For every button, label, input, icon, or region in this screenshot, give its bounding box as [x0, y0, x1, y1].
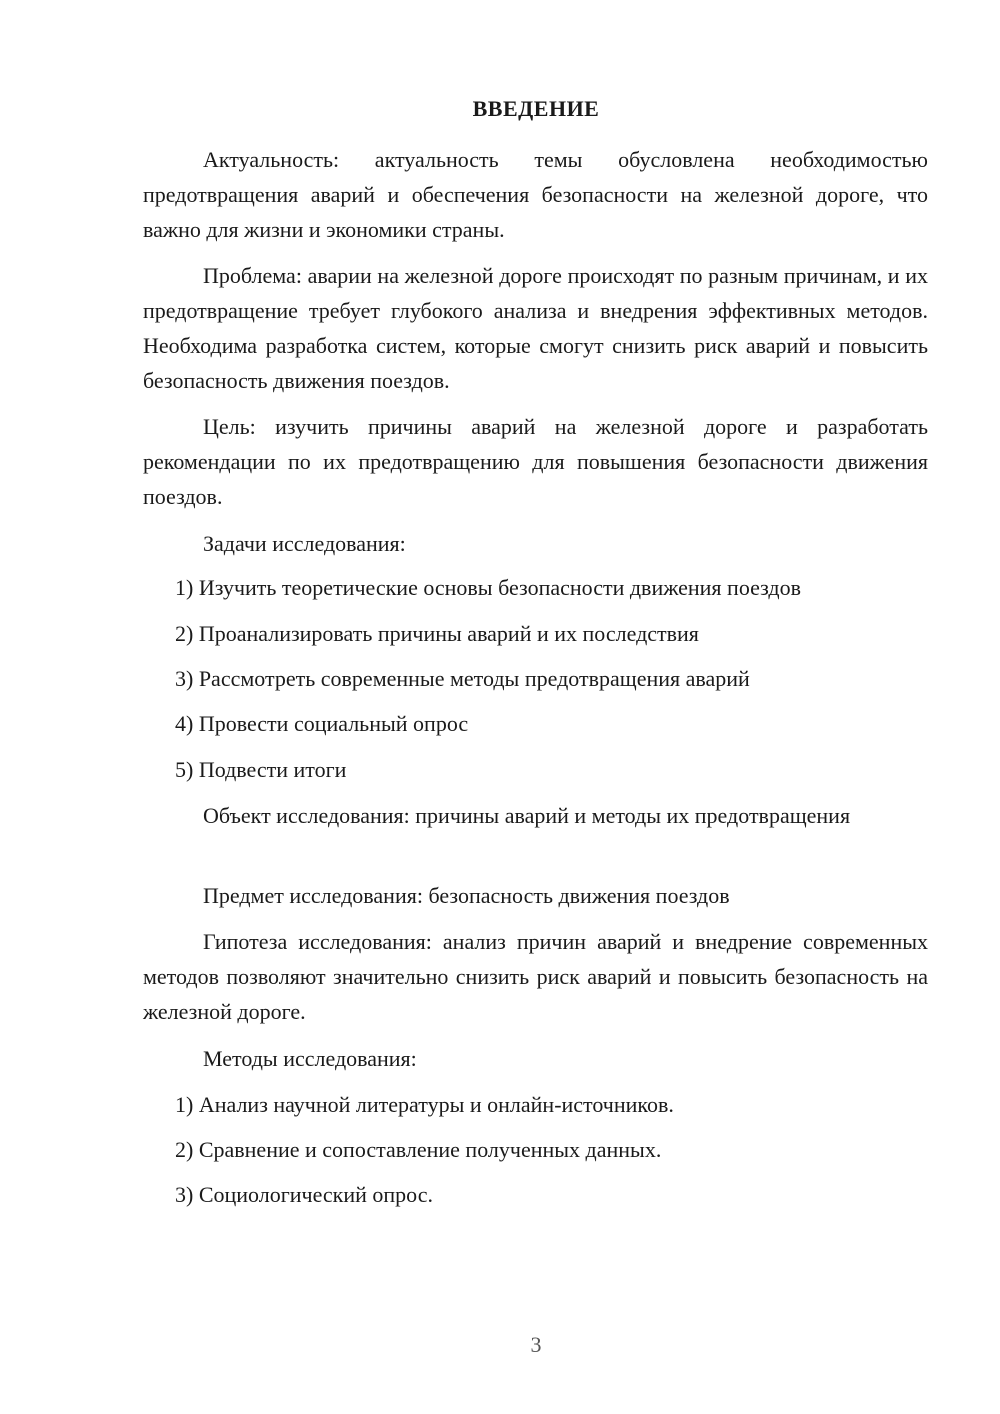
task-item-2: 2) Проанализировать причины аварий и их последствия [175, 621, 699, 646]
page-title: ВВЕДЕНИЕ [472, 96, 600, 121]
method-item-1: 1) Анализ научной литературы и онлайн-источников. [175, 1092, 674, 1117]
paragraph-hypothesis: Гипотеза исследования: анализ причин аварий и внедрение современных методов позволяют значительно снизить риск аварий и повысить безопасность на железной дороге. [143, 929, 928, 1024]
method-item-2: 2) Сравнение и сопоставление полученных данных. [175, 1137, 662, 1162]
paragraph-relevance: Актуальность: актуальность темы обусловлена необходимостью предотвращения аварий и обеспечения безопасности на железной дороге, что важно для жизни и экономики страны. [143, 147, 928, 242]
paragraph-problem: Проблема: аварии на железной дороге происходят по разным причинам, и их предотвращение требует глубокого анализа и внедрения эффективных методов. Необходима разработка систем, которые смогут снизить риск аварий и повысить безопасность движения поездов. [143, 263, 928, 393]
paragraph-goal: Цель: изучить причины аварий на железной дороге и разработать рекомендации по их предотвращению для повышения безопасности движения поездов. [143, 414, 928, 509]
methods-heading: Методы исследования: [203, 1046, 417, 1071]
task-item-3: 3) Рассмотреть современные методы предотвращения аварий [175, 666, 750, 691]
method-item-3: 3) Социологический опрос. [175, 1182, 433, 1207]
task-item-4: 4) Провести социальный опрос [175, 711, 469, 736]
tasks-heading: Задачи исследования: [203, 531, 406, 556]
paragraph-object: Объект исследования: причины аварий и методы их предотвращения [203, 803, 851, 828]
task-item-1: 1) Изучить теоретические основы безопасности движения поездов [175, 575, 802, 600]
page-number: 3 [530, 1332, 542, 1357]
paragraph-subject: Предмет исследования: безопасность движения поездов [203, 883, 730, 908]
task-item-5: 5) Подвести итоги [175, 757, 347, 782]
